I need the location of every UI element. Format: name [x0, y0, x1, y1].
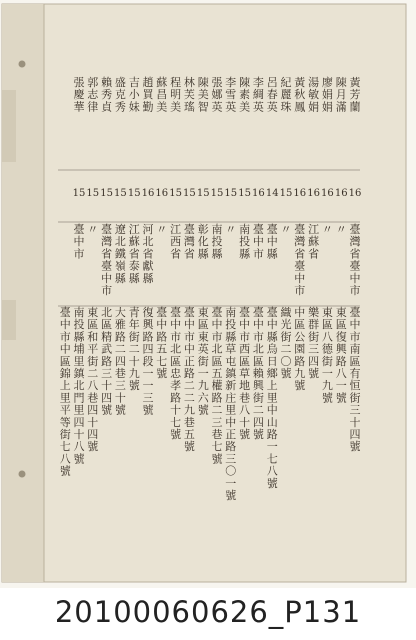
- name-cell: 林芙瑤: [183, 76, 195, 114]
- name-cell: 賴秀貞: [101, 76, 113, 114]
- age-cell: 16: [348, 188, 362, 199]
- name-cell: 蘇昌美: [156, 76, 168, 114]
- address-cell: 臺中市南區有恒街三十四號: [349, 306, 361, 454]
- origin-cell: 〃: [225, 223, 237, 236]
- binding-hole-icon: [19, 471, 26, 478]
- origin-cell: 南投縣: [239, 223, 251, 261]
- address-cell: 臺中市北區五權路二三巷七號: [211, 306, 223, 466]
- address-cell: 青年街二十九號: [128, 306, 140, 393]
- origin-cell: 臺灣省臺中市: [294, 223, 306, 297]
- age-cell: 15: [169, 188, 182, 199]
- age-cell: 16: [321, 188, 334, 199]
- address-cell: 東區復興路八一號: [335, 306, 347, 405]
- name-cell: 陳素美: [239, 76, 251, 114]
- age-cell: 15: [72, 188, 86, 199]
- origin-cell: 臺中縣: [266, 223, 278, 261]
- origin-cell: 臺灣省臺中市: [349, 223, 361, 297]
- address-cell: 東區東英街一九六號: [197, 306, 209, 417]
- address-cell: 大雅路二四巷三十號: [114, 306, 126, 417]
- origin-cell: 〃: [321, 223, 333, 236]
- age-cell: 15: [238, 188, 251, 199]
- address-cell: 臺中市中正路二二九巷五號: [183, 306, 195, 454]
- age-cell: 16: [252, 188, 265, 199]
- origin-cell: 臺灣省: [183, 223, 195, 261]
- age-cell: 16: [334, 188, 348, 199]
- name-cell: 吉小妹: [128, 76, 140, 114]
- age-cell: 15: [196, 188, 210, 199]
- name-cell: 張娜英: [211, 76, 223, 114]
- origin-cell: 〃: [156, 223, 168, 236]
- origin-cell: 江蘇省泰縣: [128, 223, 140, 285]
- address-cell: 樂群街三四號: [308, 306, 320, 380]
- name-cell: 廖娟娟: [321, 76, 333, 114]
- name-cell: 李雪英: [225, 76, 237, 114]
- name-cell: 陳美智: [197, 76, 209, 114]
- age-cell: 15: [127, 188, 141, 199]
- name-cell: 黃芳蘭: [349, 76, 361, 114]
- origin-cell: 彰化縣: [197, 223, 209, 261]
- age-cell: 14: [265, 188, 279, 199]
- address-cell: 臺中市中區錦上里平等街七八號: [59, 306, 71, 478]
- address-cell: 臺中路五七號: [156, 306, 168, 380]
- origin-cell: 〃: [87, 223, 99, 236]
- name-cell: 呂春英: [266, 76, 278, 114]
- age-cell: 15: [210, 188, 224, 199]
- age-cell: 16: [307, 188, 320, 199]
- binding-hole-icon: [19, 61, 26, 68]
- name-cell: 李綢英: [252, 76, 264, 114]
- address-cell: 北區精武路三十四號: [101, 306, 113, 417]
- origin-cell: 南投縣: [211, 223, 223, 261]
- page-caption: 20100060626_P131: [54, 595, 362, 629]
- age-cell: 15: [86, 188, 100, 199]
- origin-cell: 臺灣省臺中市: [101, 223, 113, 297]
- age-cell: 15: [100, 188, 113, 199]
- address-cell: 臺中縣烏日鄉上里中山路一七八號: [266, 306, 278, 490]
- origin-cell: 〃: [335, 223, 347, 236]
- age-cell: 15: [114, 188, 127, 199]
- address-cell: 東區八德街一九號: [321, 306, 333, 405]
- origin-cell: 江蘇省: [308, 223, 320, 261]
- name-cell: 陳月滿: [335, 76, 347, 114]
- address-cell: 臺中市西區草地巷八十號: [239, 306, 251, 441]
- age-cell: 16: [141, 188, 155, 199]
- name-cell: 湯敏娟: [308, 76, 320, 114]
- name-cell: 趙買勤: [142, 76, 154, 114]
- name-cell: 黃秋鳳: [294, 76, 306, 114]
- age-cell: 15: [224, 188, 238, 199]
- age-cell: 16: [293, 188, 307, 199]
- origin-cell: 遼北鐵嶺縣: [114, 223, 126, 285]
- address-cell: 南投縣埔里鎮北門里四十八號: [73, 306, 85, 466]
- address-cell: 臺中市北區忠孝路十七號: [170, 306, 182, 441]
- origin-cell: 臺中市: [252, 223, 264, 261]
- address-cell: 南投縣草屯鎮新庄里中正路三〇一號: [225, 306, 237, 502]
- name-cell: 郭志律: [87, 76, 99, 114]
- origin-cell: 臺中市: [73, 223, 85, 261]
- origin-cell: 河北省獻縣: [142, 223, 154, 285]
- name-cell: 程明美: [170, 76, 182, 114]
- address-cell: 臺中市北區賴興街二四號: [252, 306, 264, 441]
- name-cell: 盛克秀: [114, 76, 126, 114]
- address-cell: 中區公園路九號: [294, 306, 306, 393]
- name-cell: 紀麗珠: [280, 76, 292, 114]
- age-cell: 15: [279, 188, 293, 199]
- address-cell: 復興路四段一一三號: [142, 306, 154, 417]
- origin-cell: 〃: [280, 223, 292, 236]
- address-cell: 東區和平街二八巷四十四號: [87, 306, 99, 454]
- origin-cell: 江西省: [170, 223, 182, 261]
- name-cell: 張慶華: [73, 76, 85, 114]
- address-cell: 織光街二〇號: [280, 306, 292, 380]
- age-cell: 15: [183, 188, 196, 199]
- age-cell: 16: [155, 188, 169, 199]
